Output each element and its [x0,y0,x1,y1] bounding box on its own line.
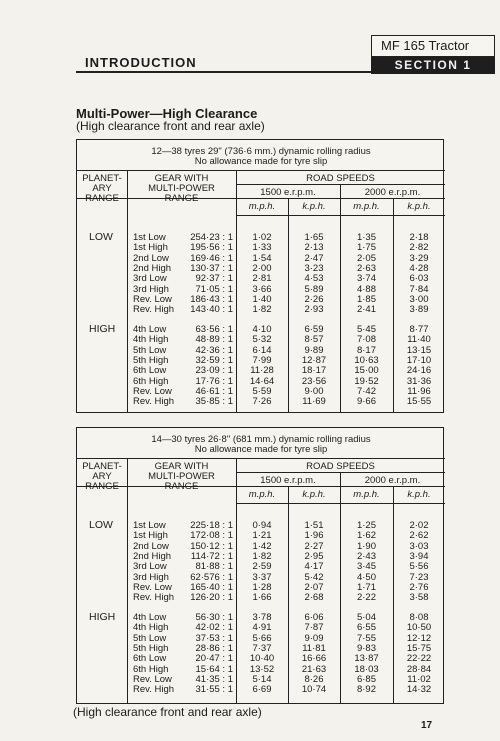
speed-mph-2000: 19·52 [354,375,379,387]
speed-kph-1500: 12·87 [301,354,327,366]
gear-name: 2nd High [133,550,172,562]
mph-header: m.p.h. [353,489,380,500]
speed-kph-2000: 11·02 [407,673,431,685]
gear-ratio: 165·40 : 1 [190,581,233,593]
speed-kph-2000: 3·03 [409,540,429,552]
speed-kph-2000: 7·23 [409,571,429,583]
gear-ratio: 172·08 : 1 [190,530,233,542]
kph-header: k.p.h. [407,489,431,500]
speed-kph-1500: 1·51 [304,520,324,531]
speed-kph-2000: 31·36 [406,375,432,387]
tyre-slip-note: No allowance made for tyre slip [194,156,328,167]
speed-table-14-30 [76,427,444,704]
speed-mph-2000: 1·35 [356,232,376,243]
speed-mph-2000: 5·04 [356,612,376,623]
speed-table-12-38 [76,139,444,413]
speed-kph-1500: 8·57 [304,334,324,346]
speed-mph-2000: 15·00 [354,365,379,377]
introduction-heading: INTRODUCTION [85,55,197,70]
planetary-divider [127,458,128,703]
speed-kph-2000: 17·10 [406,354,432,366]
speed-kph-2000: 11·96 [407,385,431,397]
speed-mph-2000: 3·74 [356,273,376,285]
planetary-divider [127,170,128,412]
speed-mph-1500: 4·10 [252,324,272,335]
speed-kph-2000: 3·58 [409,592,429,604]
gear-ratio: 169·46 : 1 [190,252,233,264]
gear-ratio: 63·56 : 1 [195,324,233,335]
kph-header: k.p.h. [407,201,431,212]
speed-mph-2000: 9·83 [356,642,376,654]
speed-mph-2000: 13·87 [354,653,379,665]
speed-mph-2000: 5·45 [356,324,376,335]
speed-kph-1500: 10·74 [301,684,327,696]
road-speeds-header: ROAD SPEEDS [306,173,375,184]
gear-name: 4th Low [133,612,167,623]
speed-mph-2000: 1·85 [356,293,376,305]
gear-ratio: 150·12 : 1 [190,540,233,552]
speed-kph-2000: 12·12 [406,632,432,644]
page-subtitle: (High clearance front and rear axle) [76,119,265,133]
speed-kph-2000: 6·03 [409,273,429,285]
mph-header: m.p.h. [353,201,380,212]
header-rule [76,71,372,73]
speed-kph-2000: 22·22 [406,653,432,665]
gear-ratio: 35·85 : 1 [195,396,233,408]
tyre-slip-note: No allowance made for tyre slip [194,444,328,455]
planetary-range-high: HIGH [89,323,116,335]
planetary-range-header: RANGE [85,193,119,204]
speed-mph-1500: 1·28 [252,581,272,593]
gear-ratio: 42·02 : 1 [195,622,233,634]
gear-name: 5th High [133,642,169,654]
speed-mph-1500: 6·14 [252,344,272,356]
speed-mph-1500: 7·37 [252,642,272,654]
speed-mph-1500: 2·00 [252,262,272,274]
planetary-range-header: ARY [92,183,112,194]
gear-ratio: 31·55 : 1 [195,684,233,696]
speed-mph-2000: 1·25 [356,520,376,531]
speed-mph-2000: 10·63 [354,354,379,366]
speed-kph-1500: 2·13 [304,242,324,254]
gear-name: 4th Low [133,324,167,335]
speed-kph-1500: 11·81 [302,642,326,654]
speed-mph-2000: 3·45 [356,561,376,573]
speed-mph-1500: 5·59 [252,385,272,397]
speed-mph-1500: 3·66 [252,283,272,295]
speed-kph-2000: 3·89 [409,304,429,316]
speed-mph-1500: 5·32 [252,334,272,346]
speed-mph-2000: 2·22 [356,592,376,604]
gear-ratio: 130·37 : 1 [190,262,233,274]
gear-ratio: 254·23 : 1 [190,232,233,243]
gear-name: 4th High [133,622,169,634]
gear-range-header: RANGE [164,481,199,492]
gear-range-header: MULTI-POWER [148,183,215,194]
speed-mph-2000: 7·08 [356,334,376,346]
speed-kph-1500: 1·96 [304,530,324,542]
speed-kph-1500: 1·65 [304,232,324,243]
speed-mph-1500: 11·28 [250,365,274,377]
speed-kph-1500: 9·00 [304,385,324,397]
gear-range-header: MULTI-POWER [148,471,215,482]
speed-mph-1500: 13·52 [249,663,275,675]
speed-kph-2000: 14·32 [406,684,432,696]
gear-ratio: 81·88 : 1 [195,561,233,573]
speed-kph-1500: 2·93 [304,304,324,316]
speed-mph-2000: 2·63 [356,262,376,274]
speed-kph-1500: 2·07 [304,581,324,593]
speed-mph-2000: 4·50 [356,571,376,583]
speed-mph-2000: 8·92 [356,684,376,696]
planetary-range-header: ARY [92,471,112,482]
gear-ratio: 28·86 : 1 [195,642,233,654]
speed-mph-1500: 1·40 [252,293,272,305]
speed-kph-2000: 24·16 [406,365,432,377]
header-top-rule [77,170,445,171]
speed-kph-1500: 6·59 [304,324,324,335]
speed-kph-1500: 2·26 [304,293,324,305]
planetary-range-header: PLANET- [82,461,122,472]
gear-name: 2nd Low [133,252,169,264]
speed-mph-2000: 2·43 [356,550,376,562]
mph-header: m.p.h. [248,201,276,212]
speed-mph-1500: 5·14 [252,673,272,685]
gear-name: 2nd Low [133,540,169,552]
kph-header: k.p.h. [302,201,326,212]
speed-mph-2000: 4·88 [356,283,376,295]
speed-kph-1500: 9·09 [304,632,324,644]
speed-mph-1500: 3·37 [252,571,272,583]
speed-mph-1500: 1·82 [252,304,272,316]
speed-kph-1500: 2·47 [304,252,324,264]
speed-mph-1500: 0·94 [252,520,272,531]
speed-mph-2000: 2·41 [356,304,376,316]
speed-kph-1500: 4·53 [304,273,324,285]
gear-name: Rev. Low [133,673,172,685]
section-label: SECTION 1 [371,57,495,74]
speed-kph-1500: 16·66 [301,653,327,665]
rpm-2000-header: 2000 e.r.p.m. [364,475,421,486]
speed-mph-2000: 9·66 [356,396,376,408]
speed-mph-1500: 1·66 [252,592,272,604]
gear-ratio: 46·61 : 1 [195,385,233,397]
planetary-range-low: LOW [89,519,113,531]
speed-kph-1500: 3·23 [304,262,324,274]
speed-kph-1500: 23·56 [301,375,327,387]
speed-kph-1500: 8·26 [304,673,324,685]
speed-mph-1500: 14·64 [249,375,275,387]
gear-ratio: 32·59 : 1 [195,354,233,366]
speed-mph-2000: 7·55 [356,632,376,644]
gear-name: 6th Low [133,365,167,377]
gear-ratio: 17·76 : 1 [195,375,233,387]
gear-ratio: 37·53 : 1 [195,632,233,644]
speed-kph-1500: 21·63 [301,663,327,675]
speed-mph-1500: 1·33 [252,242,272,254]
speed-kph-1500: 9·89 [304,344,324,356]
gear-name: 5th Low [133,632,167,644]
speed-kph-1500: 6·06 [304,612,324,623]
speed-mph-2000: 1·75 [356,242,376,254]
speed-mph-1500: 1·02 [252,232,272,243]
speed-mph-1500: 5·66 [252,632,272,644]
speed-mph-2000: 1·90 [356,540,376,552]
speed-kph-2000: 11·40 [407,334,431,346]
gear-name: Rev. High [133,304,175,316]
speed-kph-1500: 5·42 [304,571,324,583]
speed-kph-2000: 3·00 [409,293,429,305]
planetary-range-low: LOW [89,231,113,243]
speed-kph-2000: 8·77 [409,324,429,335]
gear-ratio: 114·72 : 1 [190,550,233,562]
speed-kph-1500: 7·87 [304,622,324,634]
speed-mph-1500: 7·99 [252,354,272,366]
speed-kph-2000: 2·76 [409,581,429,593]
rpm-2000-header: 2000 e.r.p.m. [364,187,421,198]
gear-ratio: 48·89 : 1 [195,334,233,346]
speed-kph-2000: 8·08 [409,612,429,623]
gear-ratio: 23·09 : 1 [195,365,233,377]
gear-name: 6th High [133,663,169,675]
gear-name: Rev. High [133,396,175,408]
planetary-range-high: HIGH [89,611,116,623]
speed-mph-2000: 6·85 [356,673,376,685]
mph-header: m.p.h. [248,489,276,500]
tyre-spec: 12—38 tyres 29" (736·6 mm.) dynamic rolling radius [151,146,371,157]
gear-ratio: 20·47 : 1 [195,653,233,665]
gear-ratio: 41·35 : 1 [195,673,233,685]
gear-name: 2nd High [133,262,172,274]
planetary-range-header: RANGE [85,481,119,492]
speed-kph-2000: 2·18 [409,232,429,243]
gear-name: 1st Low [133,520,166,531]
gear-range-header: RANGE [164,193,199,204]
speed-kph-1500: 4·17 [304,561,324,573]
speed-mph-2000: 6·55 [356,622,376,634]
gear-range-header: GEAR WITH [154,461,209,472]
page-title: Multi-Power—High Clearance [76,106,258,121]
gear-name: Rev. Low [133,385,172,397]
speed-mph-1500: 2·81 [252,273,272,285]
gear-name: 1st High [133,242,168,254]
speed-kph-2000: 3·29 [409,252,429,264]
model-label: MF 165 Tractor [371,35,495,57]
speed-kph-2000: 7·84 [409,283,429,295]
speed-mph-1500: 2·59 [252,561,272,573]
gear-name: 3rd High [133,571,169,583]
speed-mph-1500: 1·21 [252,530,272,542]
gear-ratio: 186·43 : 1 [190,293,233,305]
speed-mph-2000: 1·62 [356,530,376,542]
speed-mph-1500: 4·91 [252,622,272,634]
gear-name: 6th High [133,375,169,387]
speed-kph-1500: 2·68 [304,592,324,604]
gear-ratio: 62·576 : 1 [190,571,233,583]
rpm-1500-header: 1500 e.r.p.m. [260,187,316,198]
speed-kph-1500: 18·17 [301,365,327,377]
gear-ratio: 56·30 : 1 [195,612,233,623]
speed-kph-2000: 2·82 [409,242,429,254]
speed-kph-1500: 5·89 [304,283,324,295]
speed-kph-2000: 2·02 [409,520,429,531]
speed-mph-2000: 1·71 [356,581,376,593]
speed-kph-2000: 5·56 [409,561,429,573]
gear-name: Rev. High [133,592,175,604]
gear-ratio: 195·56 : 1 [190,242,233,254]
speed-mph-1500: 10·40 [249,653,275,665]
speed-kph-2000: 3·94 [409,550,429,562]
speed-kph-2000: 28·84 [406,663,432,675]
road-speeds-header: ROAD SPEEDS [306,461,375,472]
kph-header: k.p.h. [302,489,326,500]
gear-name: Rev. Low [133,581,172,593]
gear-ratio: 15·64 : 1 [195,663,233,675]
speed-mph-2000: 7·42 [356,385,376,397]
speed-kph-1500: 2·95 [304,550,324,562]
gear-name: 3rd High [133,283,169,295]
page-footer: (High clearance front and rear axle) [73,705,262,719]
speed-kph-1500: 11·69 [302,396,326,408]
gear-name: 3rd Low [133,273,167,285]
gear-name: Rev. High [133,684,175,696]
speed-mph-1500: 1·82 [252,550,272,562]
header-top-rule [77,458,445,459]
rpm-1500-header: 1500 e.r.p.m. [260,475,316,486]
speed-mph-1500: 3·78 [252,612,272,623]
gear-ratio: 71·05 : 1 [195,283,233,295]
speed-kph-2000: 2·62 [409,530,429,542]
page-number: 17 [421,720,433,731]
gear-name: 6th Low [133,653,167,665]
gear-name: 1st High [133,530,168,542]
gear-name: 3rd Low [133,561,167,573]
gear-ratio: 42·36 : 1 [195,344,233,356]
speed-mph-1500: 6·69 [252,684,272,696]
speed-mph-2000: 18·03 [354,663,379,675]
speed-kph-2000: 15·75 [406,642,432,654]
speed-mph-2000: 8·17 [356,344,376,356]
speed-kph-1500: 2·27 [304,540,324,552]
speed-kph-2000: 13·15 [406,344,432,356]
gear-range-header: GEAR WITH [154,173,209,184]
gear-name: 5th Low [133,344,167,356]
gear-ratio: 143·40 : 1 [190,304,233,316]
speed-mph-2000: 2·05 [356,252,376,264]
gear-name: Rev. Low [133,293,172,305]
gear-ratio: 225·18 : 1 [190,520,233,531]
gear-ratio: 126·20 : 1 [190,592,233,604]
tyre-spec: 14—30 tyres 26·8" (681 mm.) dynamic rolling radius [151,434,371,445]
speed-mph-1500: 7·26 [252,396,272,408]
speed-mph-1500: 1·54 [252,252,272,264]
speed-kph-2000: 15·55 [406,396,432,408]
gear-name: 1st Low [133,232,166,243]
gear-ratio: 92·37 : 1 [195,273,233,285]
planetary-range-header: PLANET- [82,173,122,184]
speed-mph-1500: 1·42 [252,540,272,552]
gear-name: 5th High [133,354,169,366]
speed-kph-2000: 4·28 [409,262,429,274]
gear-name: 4th High [133,334,169,346]
speed-kph-2000: 10·50 [406,622,432,634]
